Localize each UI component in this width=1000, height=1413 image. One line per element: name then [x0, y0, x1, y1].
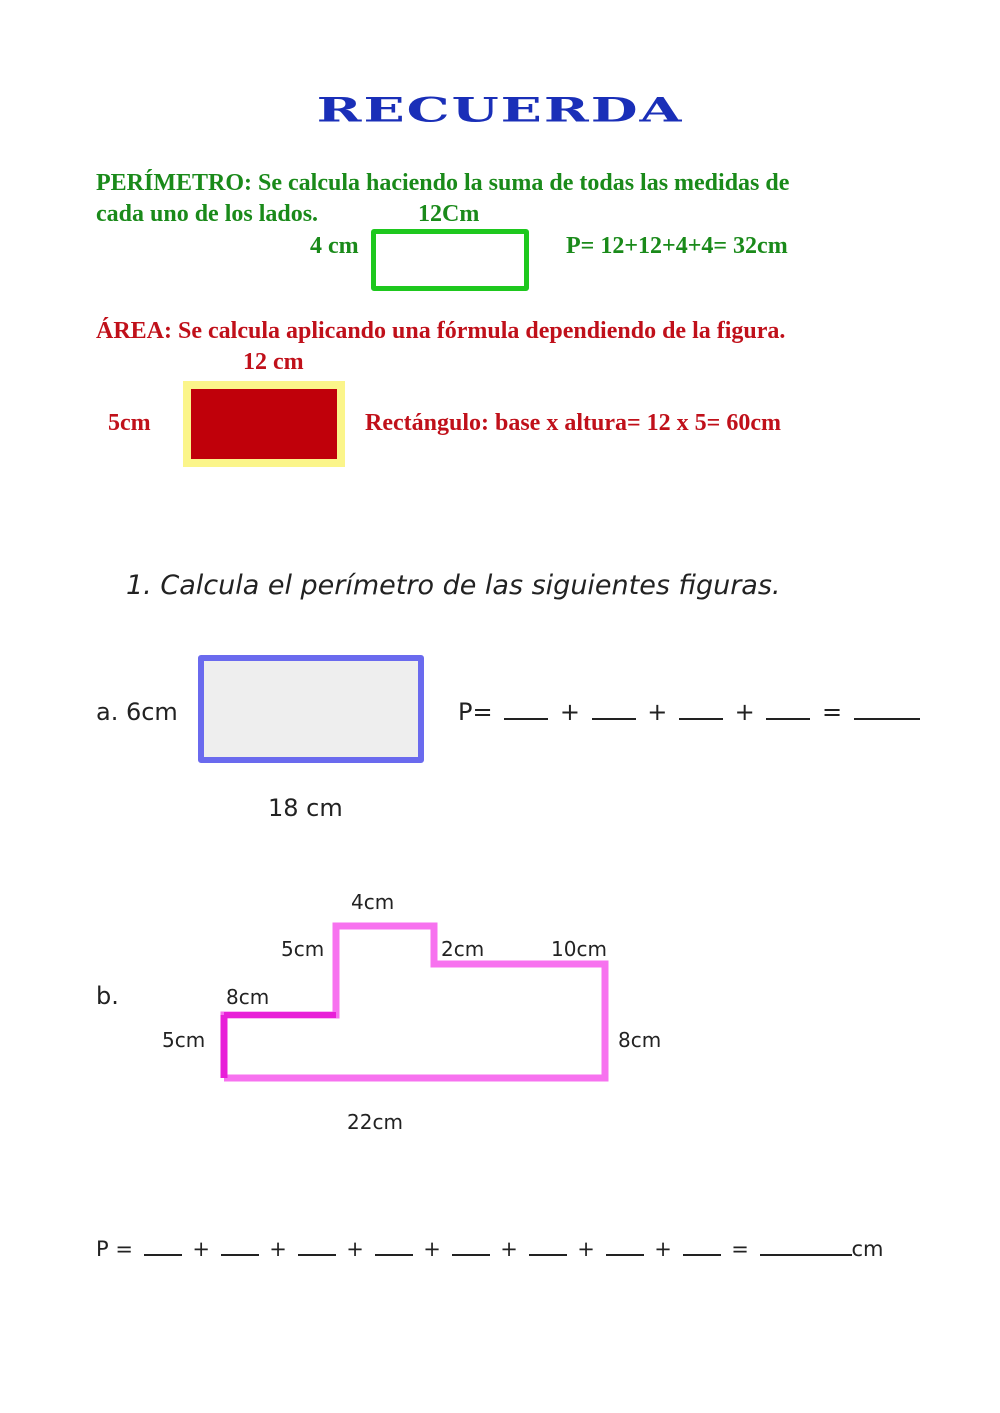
exercise-b-label-left-upper: 5cm: [281, 937, 325, 961]
exercise-b-label-right-top: 10cm: [551, 937, 607, 961]
exercise-b-blank-2[interactable]: [221, 1234, 259, 1256]
exercise-b-blank-3[interactable]: [298, 1234, 336, 1256]
plus-sign: +: [423, 1237, 441, 1261]
exercise-b-blank-8[interactable]: [683, 1234, 721, 1256]
plus-sign: +: [269, 1237, 287, 1261]
exercise-b-formula-prefix: P =: [96, 1237, 133, 1261]
exercise-b-label-right: 8cm: [618, 1028, 662, 1052]
exercise-a-formula-prefix: P=: [458, 698, 493, 726]
equals-sign: =: [731, 1237, 749, 1261]
exercise-b-blank-6[interactable]: [529, 1234, 567, 1256]
equals-sign: =: [822, 698, 843, 726]
exercise-b-label-top: 4cm: [351, 890, 395, 914]
perimeter-example-side-label: 4 cm: [310, 233, 359, 259]
exercise-b-unit: cm: [851, 1237, 884, 1261]
exercise-b-blank-1[interactable]: [144, 1234, 182, 1256]
plus-sign: +: [500, 1237, 518, 1261]
plus-sign: +: [647, 698, 668, 726]
exercise-a-bottom-label: 18 cm: [268, 794, 343, 822]
area-definition: ÁREA: Se calcula aplicando una fórmula dependiendo de la figura.: [96, 318, 786, 344]
area-example-formula: Rectángulo: base x altura= 12 x 5= 60cm: [365, 410, 781, 436]
exercise-b-blank-7[interactable]: [606, 1234, 644, 1256]
exercise-b-formula: [96, 1234, 884, 1261]
exercise-b-label-left: 5cm: [162, 1028, 206, 1052]
exercise-b-blank-4[interactable]: [375, 1234, 413, 1256]
plus-sign: +: [654, 1237, 672, 1261]
exercise-a-label: a. 6cm: [96, 698, 178, 726]
plus-sign: +: [577, 1237, 595, 1261]
area-example-top-label: 12 cm: [243, 349, 304, 375]
plus-sign: +: [734, 698, 755, 726]
exercise-b-label-left-top: 8cm: [226, 985, 270, 1009]
perimeter-example-top-label: 12Cm: [418, 201, 480, 227]
exercise-b-label-bottom: 22cm: [347, 1110, 403, 1134]
perimeter-definition-line1: PERÍMETRO: Se calcula haciendo la suma de todas las medidas de: [96, 170, 790, 196]
area-example-side-label: 5cm: [108, 410, 151, 436]
exercise-heading: 1. Calcula el perímetro de las siguientes figuras.: [126, 570, 781, 601]
plus-sign: +: [346, 1237, 364, 1261]
plus-sign: +: [559, 698, 580, 726]
perimeter-definition-line2: cada uno de los lados.: [96, 201, 319, 227]
perimeter-example-formula: P= 12+12+4+4= 32cm: [566, 233, 788, 259]
exercise-b-blank-5[interactable]: [452, 1234, 490, 1256]
exercise-b-label: b.: [96, 982, 119, 1010]
plus-sign: +: [192, 1237, 210, 1261]
exercise-b-label-step: 2cm: [441, 937, 485, 961]
page-title: RECUERDA: [316, 90, 684, 130]
exercise-b-blank-result[interactable]: [760, 1234, 852, 1256]
